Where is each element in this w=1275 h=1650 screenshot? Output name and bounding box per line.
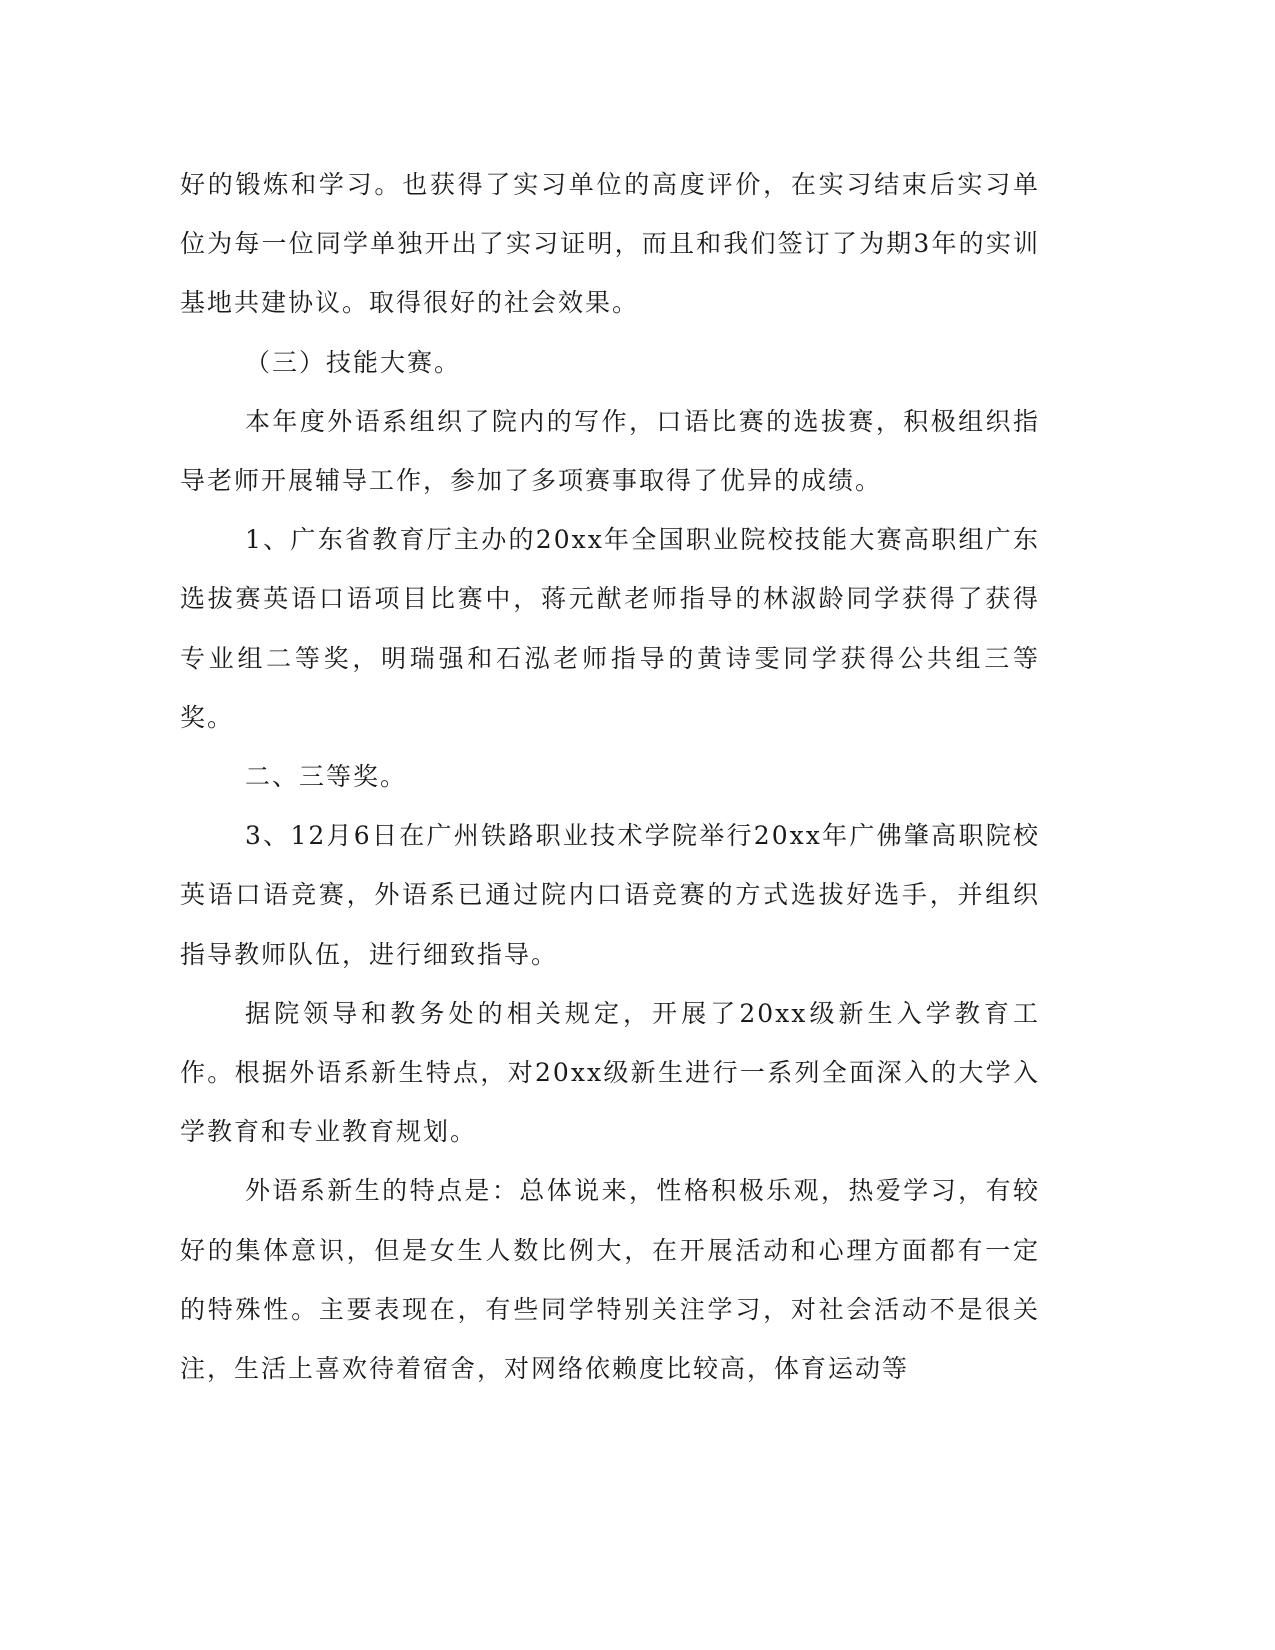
paragraph-railway-college-contest: 3、12月6日在广州铁路职业技术学院举行20xx年广佛肇高职院校英语口语竞赛，外语系已通过院内口语竞赛的方式选拔好选手，并组织指导教师队伍，进行细致指导。 <box>180 821 1040 969</box>
paragraph-guangdong-contest: 1、广东省教育厅主办的20xx年全国职业院校技能大赛高职组广东选拔赛英语口语项目比赛中，蒋元猷老师指导的林淑龄同学获得了获得专业组二等奖，明瑞强和石泓老师指导的黄诗雯同学获得公共组三等奖。 <box>180 525 1040 732</box>
section-heading-skills-competition: （三）技能大赛。 <box>245 347 462 377</box>
document-body <box>180 155 1040 1398</box>
paragraph-second-third-prizes: 二、三等奖。 <box>245 762 408 792</box>
paragraph-freshman-characteristics: 外语系新生的特点是：总体说来，性格积极乐观，热爱学习，有较好的集体意识，但是女生人数比例大，在开展活动和心理方面都有一定的特殊性。主要表现在，有些同学特别关注学习，对社会活动不是很关注，生活上喜欢待着宿舍，对网络依赖度比较高，体育运动等 <box>180 1176 1040 1384</box>
paragraph-competition-overview: 本年度外语系组织了院内的写作，口语比赛的选拔赛，积极组织指导老师开展辅导工作，参加了多项赛事取得了优异的成绩。 <box>180 406 1040 496</box>
paragraph-internship-outcome: 好的锻炼和学习。也获得了实习单位的高度评价，在实习结束后实习单位为每一位同学单独开出了实习证明，而且和我们签订了为期3年的实训基地共建协议。取得很好的社会效果。 <box>180 170 1040 318</box>
paragraph-freshman-education: 据院领导和教务处的相关规定，开展了20xx级新生入学教育工作。根据外语系新生特点，对20xx级新生进行一系列全面深入的大学入学教育和专业教育规划。 <box>180 998 1040 1147</box>
